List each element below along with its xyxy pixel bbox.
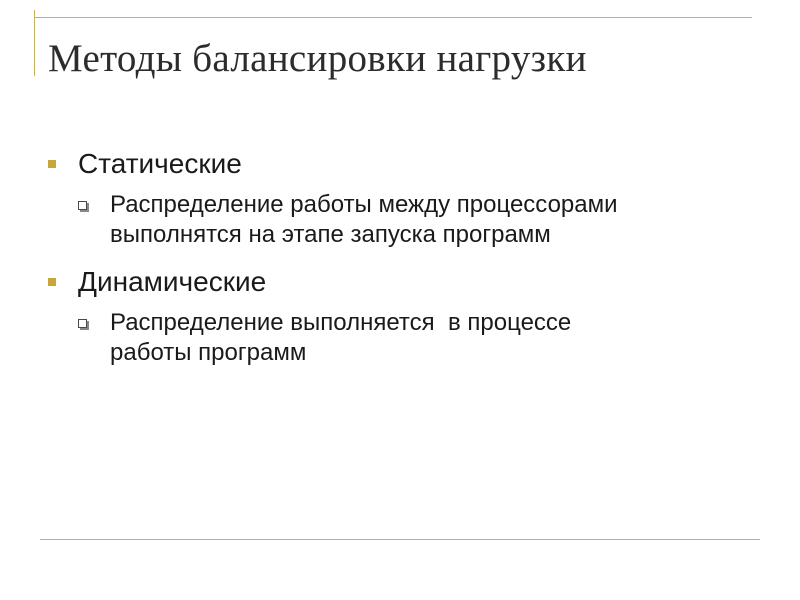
bullet-item-dynamic	[48, 264, 748, 300]
bullet-heading-dynamic: Динамические	[78, 266, 267, 297]
sub-bullet-text-line-1: Распределение выполняется в процессе	[110, 309, 572, 336]
decorative-bottom-line	[40, 539, 760, 540]
sub-bullet-text-line-2: выполнятся на этапе запуска программ	[110, 221, 551, 248]
bullet-heading-static: Статические	[78, 148, 242, 179]
hollow-square-bullet-icon	[78, 319, 87, 328]
sub-bullet-text-line-2: работы программ	[110, 339, 307, 366]
sub-bullet-static	[78, 190, 748, 250]
sub-bullet-text-line-1: Распределение работы между процессорами	[110, 191, 618, 218]
slide-content	[48, 146, 748, 382]
bullet-item-static	[48, 146, 748, 182]
decorative-top-line	[34, 17, 752, 18]
slide-title: Методы балансировки нагрузки	[48, 37, 587, 80]
square-bullet-icon	[48, 278, 56, 286]
hollow-square-bullet-icon	[78, 201, 87, 210]
decorative-vertical-line	[34, 10, 35, 76]
square-bullet-icon	[48, 160, 56, 168]
sub-bullet-dynamic	[78, 308, 748, 368]
